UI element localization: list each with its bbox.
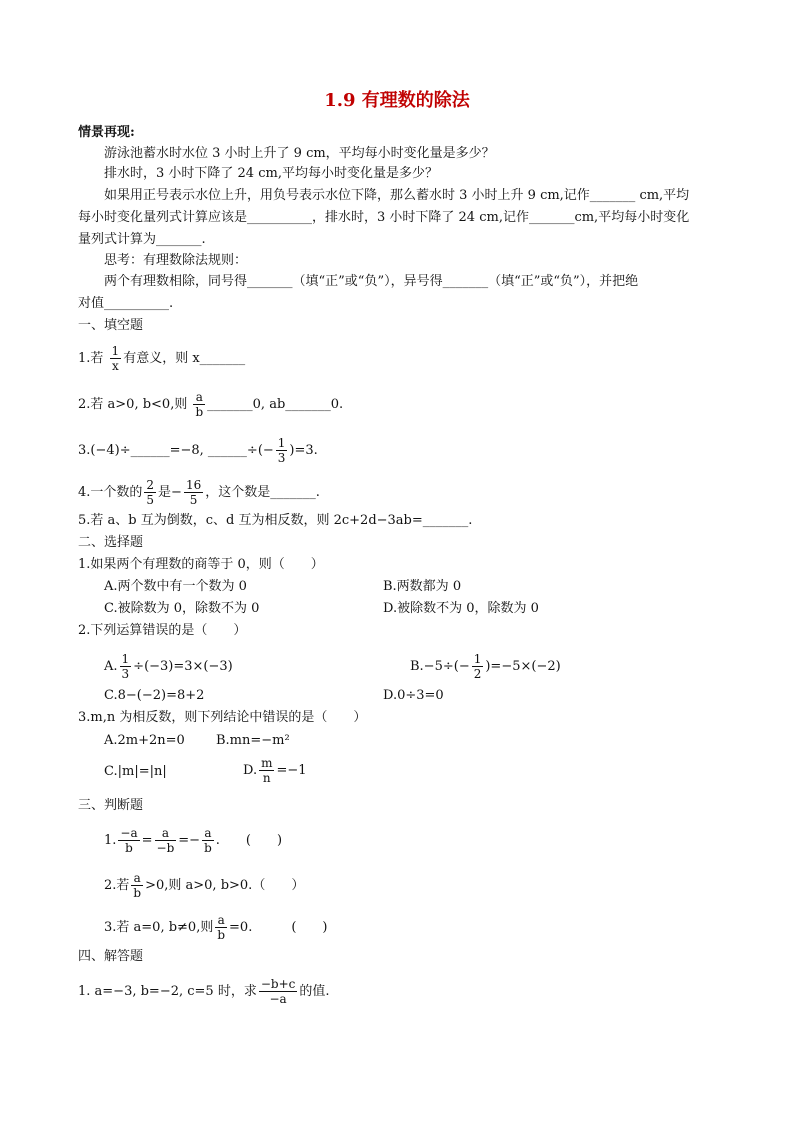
fraction: $\frac{2}{5}$ (146, 478, 155, 507)
option: B.两数都为 0 (383, 579, 462, 594)
option: C.被除数为 0，除数不为 0 (104, 601, 260, 616)
fraction: $\frac{a}{-b}$ (156, 826, 175, 855)
fraction: $\frac{a}{b}$ (204, 826, 212, 855)
question: 1.如果两个有理数的商等于 0，则（ ） (78, 557, 324, 572)
fraction: $\frac{a}{b}$ (217, 913, 226, 942)
option: A.2m+2n=0 (104, 733, 185, 748)
intro-line: 游泳池蓄水时水位 3 小时上升了 9 cm，平均每小时变化量是多少？ (104, 146, 495, 161)
section-heading: 二、选择题 (78, 535, 144, 550)
option: A. $\frac{1}{3}$ ÷(−3)=3×(−3) (104, 652, 233, 681)
intro-line: 如果用正号表示水位上升，用负号表示水位下降，那么蓄水时 3 小时上升 9 cm,记作_______ cm,平均 (104, 188, 690, 203)
intro-heading: 情景再现: (78, 125, 135, 140)
question: 3.m,n 为相反数，则下列结论中错误的是（ ） (78, 710, 367, 725)
question: 1. a=−3, b=−2, c=5 时，求 $\frac{-b+c}{-a}$ 的值. (78, 977, 330, 1006)
fraction: $\frac{-b+c}{-a}$ (260, 977, 296, 1006)
question: 2.若 $\frac{a}{b}$ >0,则 a>0, b>0.（ ） (104, 871, 305, 900)
section-heading: 一、填空题 (78, 318, 144, 333)
fraction: $\frac{1}{3}$ (121, 652, 130, 681)
option: B.−5÷(− $\frac{1}{2}$ )=−5×(−2) (410, 652, 561, 681)
option: D. $\frac{m}{n}$ =−1 (243, 756, 307, 785)
fraction: $\frac{1}{x}$ (111, 344, 120, 373)
fraction: $\frac{a}{b}$ (195, 390, 204, 419)
question: 2.下列运算错误的是（ ） (78, 623, 247, 638)
option: D.被除数不为 0，除数为 0 (383, 601, 539, 616)
fraction: $\frac{a}{b}$ (133, 871, 142, 900)
question: 4.一个数的 $\frac{2}{5}$ 是− $\frac{16}{5}$ ，这个数是_______. (78, 478, 320, 507)
fraction: $\frac{-a}{b}$ (120, 826, 138, 855)
option: C.|m|=|n| (104, 764, 167, 779)
option: A.两个数中有一个数为 0 (104, 579, 247, 594)
fraction: $\frac{1}{2}$ (473, 652, 482, 681)
intro-line: 思考：有理数除法规则： (104, 253, 248, 268)
question: 1. $\frac{-a}{b}$ = $\frac{a}{-b}$ =− $\frac{a}{b}$ . ( ) (104, 826, 283, 855)
option: D.0÷3=0 (383, 688, 444, 703)
question: 5.若 a、b 互为倒数，c、d 互为相反数，则 2c+2d−3ab=_______. (78, 513, 473, 528)
intro-line: 量列式计算为_______. (78, 232, 206, 247)
fraction: $\frac{16}{5}$ (185, 478, 202, 507)
question: 3.若 a=0, b≠0,则 $\frac{a}{b}$ =0. ( ) (104, 913, 328, 942)
option: C.8−(−2)=8+2 (104, 688, 205, 703)
intro-line: 排水时，3 小时下降了 24 cm,平均每小时变化量是多少？ (104, 166, 438, 181)
section-heading: 四、解答题 (78, 949, 144, 964)
page-title: 1.9 有理数的除法 (324, 90, 470, 111)
section-heading: 三、判断题 (78, 798, 144, 813)
intro-line: 两个有理数相除，同号得_______（填“正”或“负”），异号得_______（填“正”或“负”），并把绝 (104, 274, 639, 289)
question: 2.若 a>0, b<0,则 $\frac{a}{b}$ _______0, ab_______0. (78, 390, 344, 419)
intro-line: 每小时变化量列式计算应该是__________，排水时，3 小时下降了 24 cm,记作_______cm,平均每小时变化 (78, 210, 690, 225)
question: 3.(−4)÷______=−8, ______÷(− $\frac{1}{3}$ )=3. (78, 436, 318, 465)
option: B.mn=−m² (216, 733, 290, 748)
intro-line: 对值__________. (78, 296, 174, 311)
question: 1.若 $\frac{1}{x}$ 有意义，则 x_______ (78, 344, 246, 373)
fraction: $\frac{1}{3}$ (277, 436, 286, 465)
fraction: $\frac{m}{n}$ (261, 756, 273, 785)
